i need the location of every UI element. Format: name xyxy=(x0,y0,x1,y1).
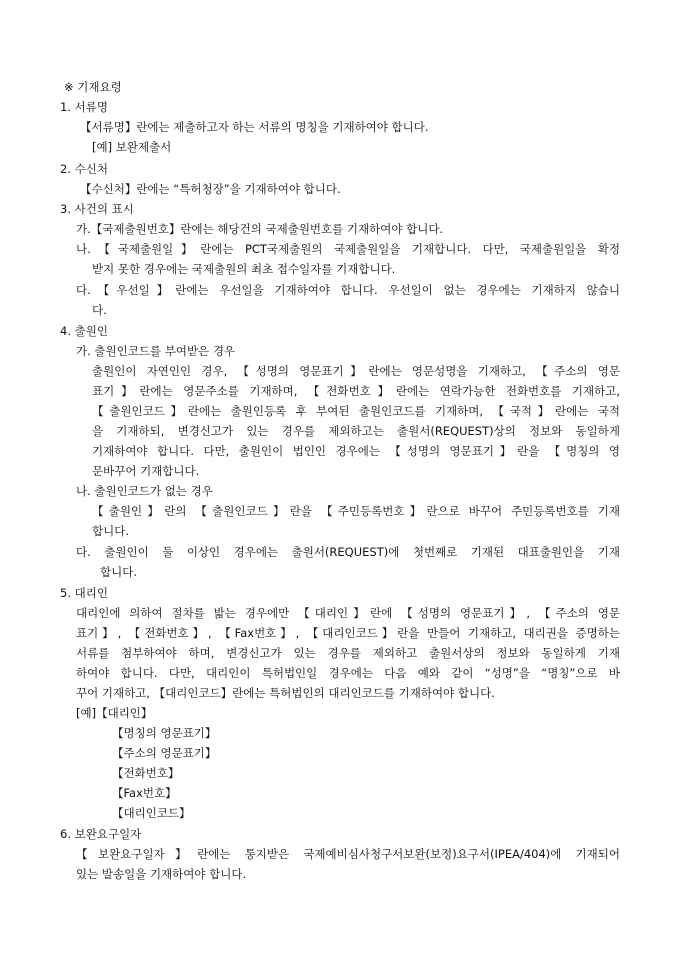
section-text: 【보완요구일자】란에는 통지받은 국제예비심사청구서보완(보정)요구서(IPEA/404)에 기재되어 xyxy=(76,847,620,861)
example-field: 【주소의 영문표기】 xyxy=(112,746,217,760)
section-text: 다.【우선일】란에는 우선일을 기재하여야 합니다. 우선일이 없는 경우에는 기재하지 않습니 xyxy=(76,283,620,297)
section-text: 을 기재하되, 변경신고가 있는 경우를 제외하고는 출원서(REQUEST)상의 정보와 동일하게 xyxy=(92,424,620,438)
example-field: 【전화번호】 xyxy=(112,766,180,780)
section-text: 나.【국제출원일】란에는 PCT국제출원의 국제출원일을 기재합니다. 다만, 국제출원일을 확정 xyxy=(76,242,620,256)
section-text: 표기】란에는 영문주소를 기재하며, 【전화번호】란에는 연락가능한 전화번호를 기재하고, xyxy=(92,384,620,398)
section-text: 【수신처】란에는 “특허청장”을 기재하여야 합니다. xyxy=(80,182,341,196)
example-text: [예] 보완제출서 xyxy=(92,140,172,154)
instructions-header: ※ 기재요령 xyxy=(64,80,122,94)
example-field: 【명칭의 영문표기】 xyxy=(112,726,217,740)
section-text: 【출원인】란의 【출원인코드】란을 【주민등록번호】란으로 바꾸어 주민등록번호를 기재 xyxy=(92,504,620,518)
section-text: 서류를 첨부하여야 하며, 변경신고가 있는 경우를 제외하고 출원서상의 정보와 동일하게 기재 xyxy=(76,646,620,660)
example-text: [예]【대리인】 xyxy=(76,706,153,720)
section-text: 문바꾸어 기재합니다. xyxy=(92,464,200,478)
section-heading-recipient: 2. 수신처 xyxy=(60,162,108,176)
section-text: 대리인에 의하여 절차를 밟는 경우에만 【대리인】란에 【성명의 영문표기】, 【주소의 영문 xyxy=(76,606,620,620)
section-heading-case: 3. 사건의 표시 xyxy=(60,202,134,216)
section-heading-supplement-date: 6. 보완요구일자 xyxy=(60,827,142,841)
section-text: 받지 못한 경우에는 국제출원의 최초 접수일자를 기재합니다. xyxy=(92,262,396,276)
section-text: 다. xyxy=(92,303,107,317)
section-text: 있는 발송일을 기재하여야 합니다. xyxy=(76,867,247,881)
subsection-heading: 나. 출원인코드가 없는 경우 xyxy=(76,484,213,498)
section-heading-agent: 5. 대리인 xyxy=(60,586,108,600)
section-heading-applicant: 4. 출원인 xyxy=(60,324,108,338)
section-text: 【출원인코드】란에는 출원인등록 후 부여된 출원인코드를 기재하며, 【국적】란에는 국적 xyxy=(92,404,620,418)
subsection-heading: 가. 출원인코드를 부여받은 경우 xyxy=(76,344,236,358)
section-text: 가.【국제출원번호】란에는 해당건의 국제출원번호를 기재하여야 합니다. xyxy=(76,222,444,236)
section-text: 하여야 합니다. 다만, 대리인이 특허법인일 경우에는 다음 예와 같이 “성명”을 “명칭”으로 바 xyxy=(76,666,620,680)
section-text: 표기】, 【전화번호】, 【Fax번호】, 【대리인코드】란을 만들어 기재하고, 대리권을 증명하는 xyxy=(76,626,620,640)
section-text: 꾸어 기재하고, 【대리인코드】란에는 특허법인의 대리인코드를 기재하여야 합니다. xyxy=(76,686,495,700)
section-text: 출원인이 자연인인 경우, 【성명의 영문표기】란에는 영문성명을 기재하고, 【주소의 영문 xyxy=(92,364,620,378)
section-text: 기재하여야 합니다. 다만, 출원인이 법인인 경우에는 【성명의 영문표기】란을 【명칭의 영 xyxy=(92,444,620,458)
section-text: 합니다. xyxy=(100,565,137,579)
section-text: 합니다. xyxy=(92,524,129,538)
example-field: 【Fax번호】 xyxy=(112,786,177,800)
section-heading-document-name: 1. 서류명 xyxy=(60,100,108,114)
section-text: 【서류명】란에는 제출하고자 하는 서류의 명칭을 기재하여야 합니다. xyxy=(80,120,429,134)
section-text: 다. 출원인이 둘 이상인 경우에는 출원서(REQUEST)에 첫번째로 기재된 대표출원인을 기재 xyxy=(76,545,620,559)
example-field: 【대리인코드】 xyxy=(112,806,191,820)
